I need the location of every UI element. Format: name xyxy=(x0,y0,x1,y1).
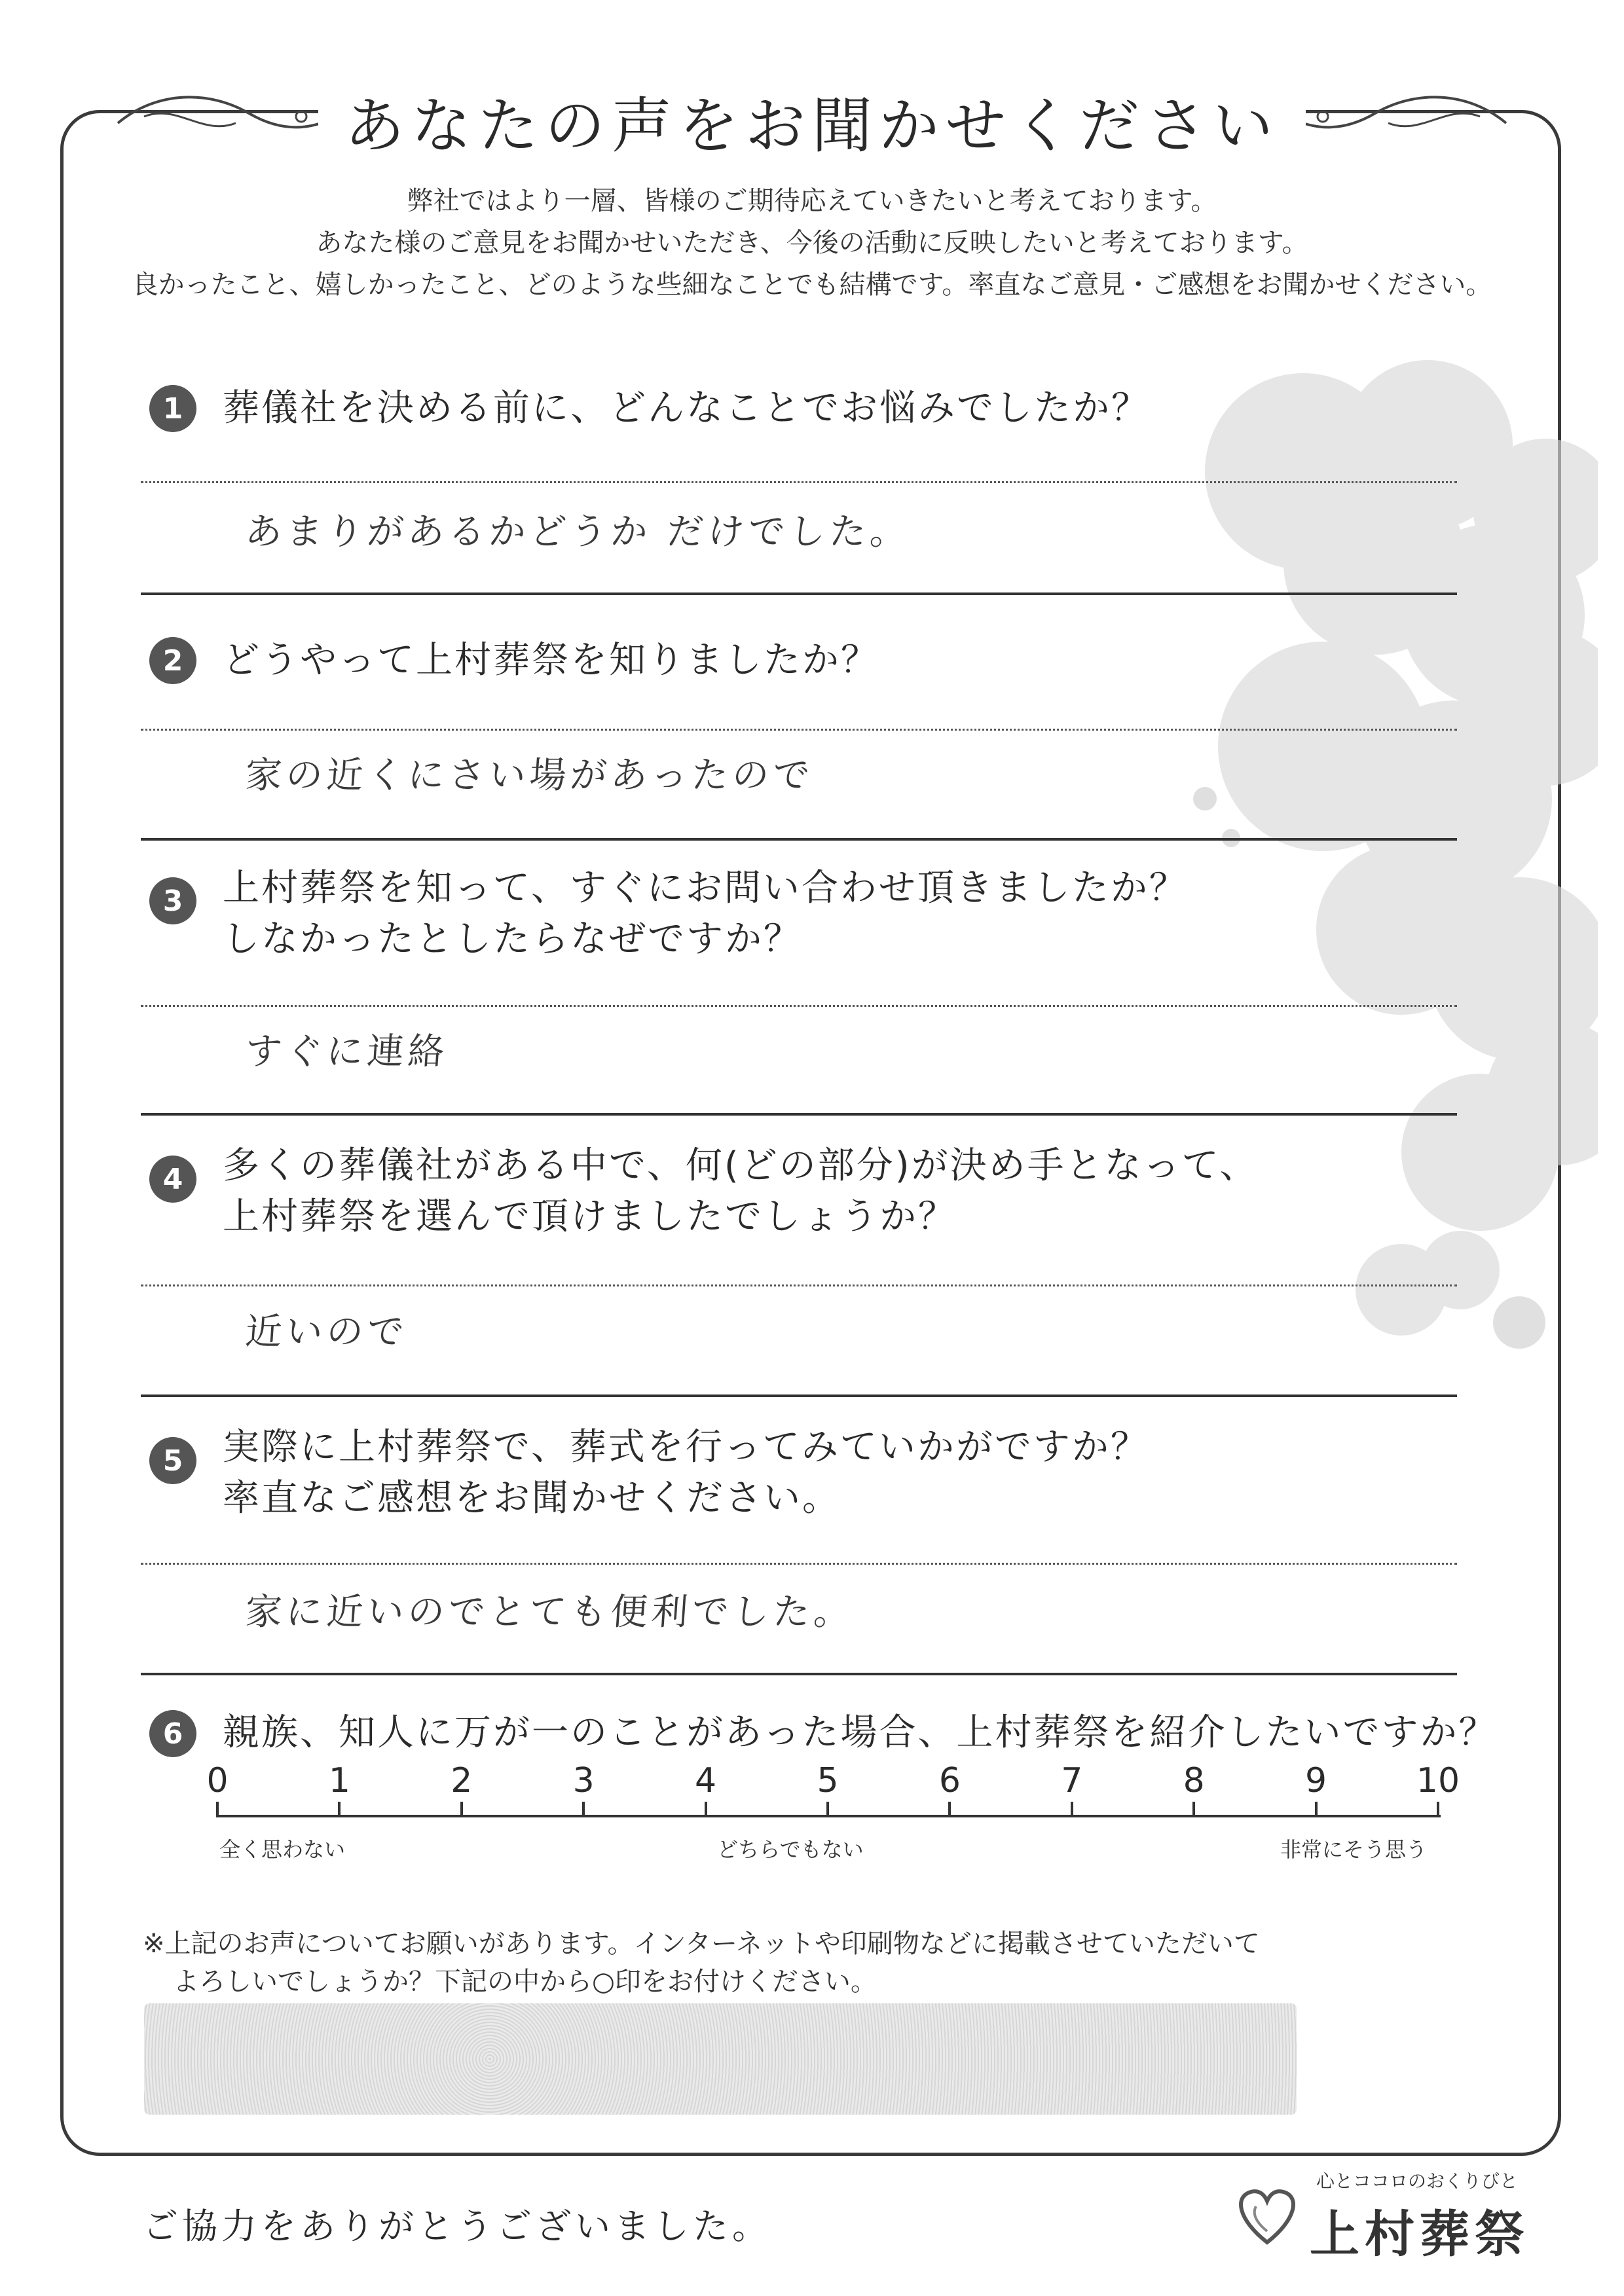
question-text xyxy=(223,863,1188,965)
scale-label-high: 非常にそう思う xyxy=(1280,1837,1428,1862)
scale-number-0[interactable]: 0 xyxy=(206,1761,229,1800)
question-number-badge: 5 xyxy=(149,1437,196,1484)
question-text xyxy=(223,383,1150,434)
dotted-rule xyxy=(141,1285,1457,1286)
question-text xyxy=(223,1707,1497,1758)
scale-tick xyxy=(948,1802,951,1816)
question-line: 上村葬祭を知って、すぐにお問い合わせ頂きましたか？ xyxy=(223,867,1188,909)
scale-label-low: 全く思わない xyxy=(219,1837,346,1862)
scale-number-3[interactable]: 3 xyxy=(572,1761,595,1800)
dotted-rule xyxy=(141,1005,1457,1007)
question-line: 上村葬祭を選んで頂けましたでしょうか？ xyxy=(223,1195,957,1238)
question-line: 率直なご感想をお聞かせください。 xyxy=(223,1477,841,1520)
scale-tick xyxy=(1437,1802,1439,1816)
solid-rule xyxy=(141,1673,1457,1675)
scale-number-7[interactable]: 7 xyxy=(1061,1761,1083,1800)
scale-label-mid: どちらでもない xyxy=(717,1837,864,1862)
solid-rule xyxy=(141,838,1457,841)
dotted-rule xyxy=(141,1563,1457,1565)
scale-number-2[interactable]: 2 xyxy=(451,1761,473,1800)
scale-tick xyxy=(1315,1802,1318,1816)
dotted-rule xyxy=(141,729,1457,731)
answer-field[interactable]: あまりがあるかどうか だけでした。 xyxy=(244,511,912,553)
thanks-message: ご協力をありがとうございました。 xyxy=(143,2206,771,2247)
clover-decoration-icon xyxy=(1153,340,1598,1453)
page-title: あなたの声をお聞かせください xyxy=(344,91,1280,161)
answer-field[interactable]: すぐに連絡 xyxy=(244,1030,450,1073)
logo-tagline: 心とココロのおくりびと xyxy=(1316,2170,1519,2192)
scale-tick xyxy=(705,1802,707,1816)
scale-tick xyxy=(826,1802,829,1816)
dotted-rule xyxy=(141,481,1457,483)
scale-tick xyxy=(216,1802,219,1816)
scale-number-6[interactable]: 6 xyxy=(938,1761,961,1800)
question-line: 親族、知人に万が一のことがあった場合、上村葬祭を紹介したいですか？ xyxy=(223,1711,1498,1754)
redacted-options-area xyxy=(144,2003,1297,2115)
intro-text xyxy=(118,180,1506,306)
question-text xyxy=(223,1422,1149,1524)
title-area xyxy=(118,72,1506,170)
note-line: ※上記のお声についてお願いがあります。インターネットや印刷物などに掲載させていただいて xyxy=(143,1929,1260,1959)
intro-line: 弊社ではより一層、皆様のご期待応えていきたいと考えております。 xyxy=(407,186,1217,216)
question-line: 実際に上村葬祭で、葬式を行ってみていかがですか？ xyxy=(223,1426,1149,1468)
question-number-badge: 4 xyxy=(149,1156,196,1203)
scale-number-5[interactable]: 5 xyxy=(817,1761,839,1800)
publication-note xyxy=(143,1925,1260,2001)
heart-logo-icon xyxy=(1231,2180,1303,2252)
scale-tick xyxy=(460,1802,463,1816)
intro-line: 良かったこと、嬉しかったこと、どのような些細なことでも結構です。率直なご意見・ご感想をお聞かせください。 xyxy=(132,270,1492,300)
question-number-badge: 2 xyxy=(149,637,196,684)
company-logo xyxy=(1218,2167,1530,2272)
answer-field[interactable]: 家に近いのでとても便利でした。 xyxy=(244,1591,856,1633)
scale-tick xyxy=(582,1802,585,1816)
solid-rule xyxy=(141,592,1457,595)
scale-tick xyxy=(1071,1802,1073,1816)
note-line: よろしいでしょうか？下記の中から○印をお付けください。 xyxy=(173,1967,877,1997)
scale-number-1[interactable]: 1 xyxy=(328,1761,350,1800)
question-line: しなかったとしたらなぜですか？ xyxy=(223,918,802,960)
question-line: 多くの葬儀社がある中で、何(どの部分)が決め手となって、 xyxy=(223,1144,1259,1187)
scale-number-8[interactable]: 8 xyxy=(1183,1761,1205,1800)
solid-rule xyxy=(141,1394,1457,1397)
question-text xyxy=(223,635,879,686)
question-number-badge: 3 xyxy=(149,877,196,924)
solid-rule xyxy=(141,1113,1457,1116)
scale-number-9[interactable]: 9 xyxy=(1305,1761,1327,1800)
scale-tick xyxy=(1192,1802,1195,1816)
question-line: どうやって上村葬祭を知りましたか？ xyxy=(223,639,879,682)
scale-number-10[interactable]: 10 xyxy=(1416,1761,1460,1800)
intro-line: あなた様のご意見をお聞かせいただき、今後の活動に反映したいと考えております。 xyxy=(316,228,1308,258)
question-number-badge: 6 xyxy=(149,1710,196,1757)
question-number-badge: 1 xyxy=(149,385,196,432)
logo-name: 上村葬祭 xyxy=(1310,2205,1530,2263)
question-text xyxy=(223,1140,1258,1243)
question-line: 葬儀社を決める前に、どんなことでお悩みでしたか？ xyxy=(223,387,1150,429)
scale-tick xyxy=(338,1802,341,1816)
answer-field[interactable]: 近いので xyxy=(244,1311,409,1353)
answer-field[interactable]: 家の近くにさい場があったので xyxy=(244,754,815,797)
scale-number-4[interactable]: 4 xyxy=(695,1761,717,1800)
